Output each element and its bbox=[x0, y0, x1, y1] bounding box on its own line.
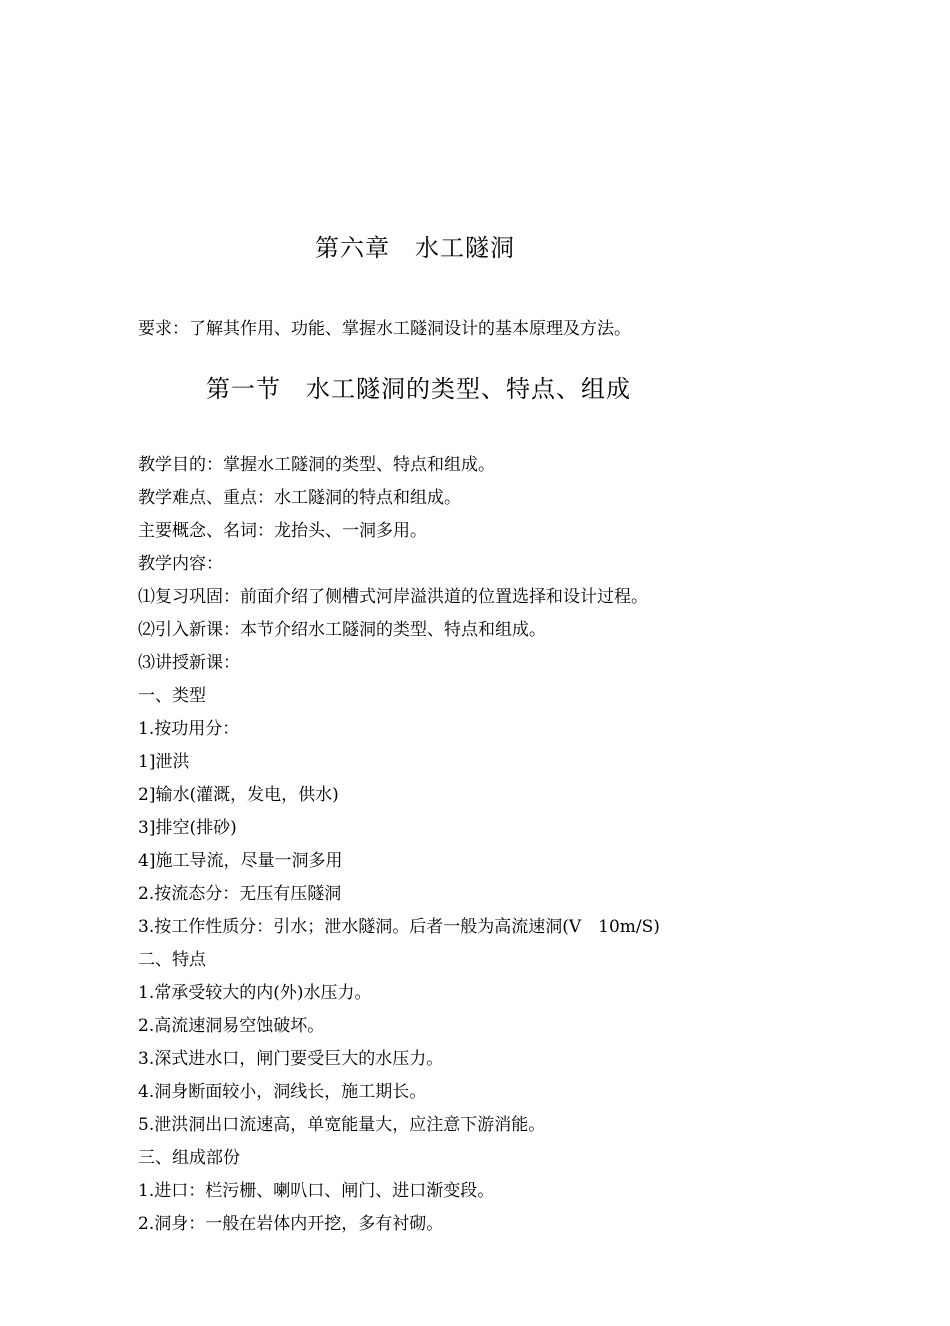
body-line: 三、组成部份 bbox=[138, 1148, 240, 1168]
body-line: 3.深式进水口，闸门要受巨大的水压力。 bbox=[138, 1049, 444, 1069]
body-text bbox=[138, 452, 660, 1244]
body-line: 2]输水(灌溉，发电，供水) bbox=[138, 785, 339, 805]
body-line: 2.洞身：一般在岩体内开挖，多有衬砌。 bbox=[138, 1214, 444, 1234]
body-line: 一、类型 bbox=[138, 686, 206, 706]
body-line: 教学难点、重点：水工隧洞的特点和组成。 bbox=[138, 488, 461, 508]
section-title: 第一节 水工隧洞的类型、特点、组成 bbox=[206, 375, 631, 403]
body-line: ⑵引入新课：本节介绍水工隧洞的类型、特点和组成。 bbox=[138, 620, 546, 640]
body-line: 1]泄洪 bbox=[138, 752, 190, 772]
body-line: 主要概念、名词：龙抬头、一洞多用。 bbox=[138, 521, 427, 541]
body-line: 教学目的：掌握水工隧洞的类型、特点和组成。 bbox=[138, 455, 495, 475]
chapter-title: 第六章 水工隧洞 bbox=[315, 234, 515, 262]
body-line: 4.洞身断面较小，洞线长，施工期长。 bbox=[138, 1082, 427, 1102]
body-line: 2.按流态分：无压有压隧洞 bbox=[138, 884, 342, 904]
body-line: 3]排空(排砂) bbox=[138, 818, 237, 838]
requirement-text: 要求：了解其作用、功能、掌握水工隧洞设计的基本原理及方法。 bbox=[138, 319, 631, 339]
body-line: 3.按工作性质分：引水；泄水隧洞。后者一般为高流速洞(V 10m/S) bbox=[138, 917, 660, 937]
body-line: 1.常承受较大的内(外)水压力。 bbox=[138, 983, 372, 1003]
body-line: 2.高流速洞易空蚀破坏。 bbox=[138, 1016, 325, 1036]
body-line: 教学内容： bbox=[138, 554, 223, 574]
body-line: 1.进口：栏污栅、喇叭口、闸门、进口渐变段。 bbox=[138, 1181, 495, 1201]
body-line: 4]施工导流，尽量一洞多用 bbox=[138, 851, 343, 871]
body-line: ⑶讲授新课： bbox=[138, 653, 240, 673]
body-line: ⑴复习巩固：前面介绍了侧槽式河岸溢洪道的位置选择和设计过程。 bbox=[138, 587, 648, 607]
body-line: 二、特点 bbox=[138, 950, 206, 970]
body-line: 1.按功用分： bbox=[138, 719, 240, 739]
body-line: 5.泄洪洞出口流速高，单宽能量大，应注意下游消能。 bbox=[138, 1115, 546, 1135]
